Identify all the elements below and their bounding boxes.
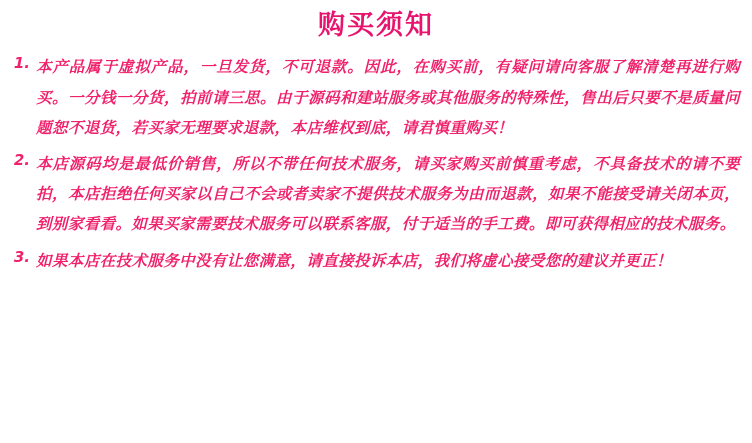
notice-item-marker: 2. xyxy=(13,151,30,170)
notice-item xyxy=(12,149,740,240)
page-title: 购买须知 xyxy=(318,10,434,41)
notice-item xyxy=(12,52,740,143)
notice-item-text: 本店源码均是最低价销售，所以不带任何技术服务，请买家购买前慎重考虑，不具备技术的请不要拍，本店拒绝任何买家以自己不会或者卖家不提供技术服务为由而退款，如果不能接受请关闭本页，到别家看看。如果买家需要技术服务可以联系客服，付于适当的手工费。即可获得相应的技术服务。 xyxy=(36,155,740,234)
notice-item-marker: 1. xyxy=(13,54,30,73)
notice-item-text: 本产品属于虚拟产品，一旦发货，不可退款。因此，在购买前，有疑问请向客服了解清楚再进行购买。一分钱一分货，拍前请三思。由于源码和建站服务或其他服务的特殊性，售出后只要不是质量问题恕不退货，若买家无理要求退款，本店维权到底，请君慎重购买！ xyxy=(36,58,740,137)
notice-item xyxy=(12,246,740,276)
notice-item-marker: 3. xyxy=(13,247,30,266)
notice-item-text: 如果本店在技术服务中没有让您满意，请直接投诉本店，我们将虚心接受您的建议并更正！ xyxy=(36,251,673,270)
